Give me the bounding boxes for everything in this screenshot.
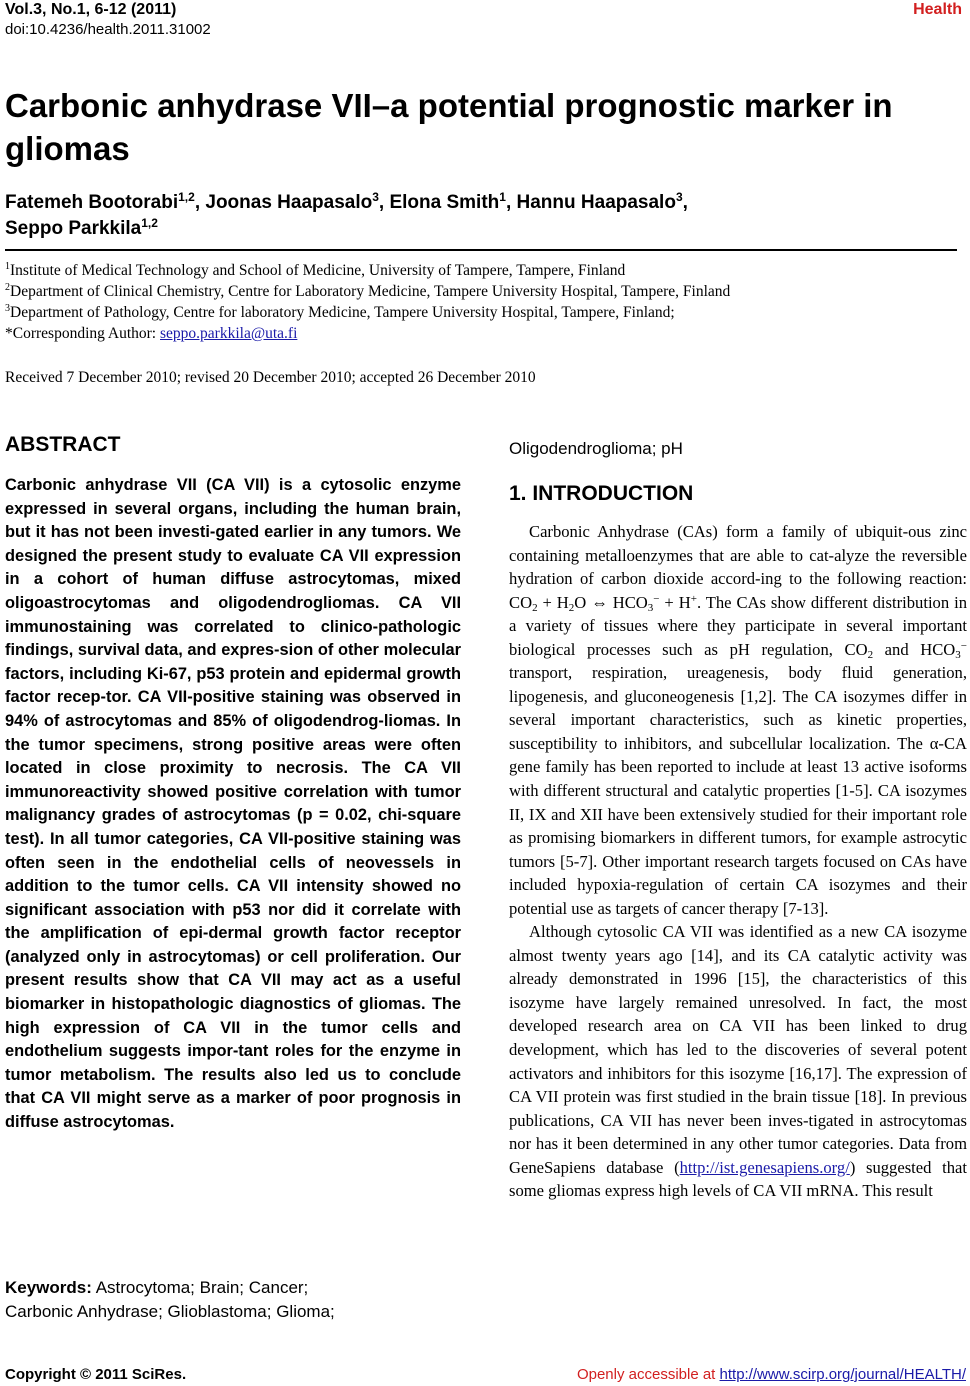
affiliations xyxy=(5,260,955,344)
title-divider xyxy=(5,249,957,251)
author-separator: , xyxy=(194,192,206,213)
affiliation xyxy=(5,281,955,302)
keywords-line-3: Oligodendroglioma; pH xyxy=(509,439,683,458)
author-separator: , xyxy=(505,192,517,213)
affiliation xyxy=(5,260,955,281)
text-run: Although cytosolic CA VII was identified as a new CA isozyme almost twenty years ago [14], and its CA catalytic activity was already demonstrated in 1996 [15], the characteristics of this isozyme have largely remained unresolved. In fact, the most developed research area on CA VII has been linked to drug development, which has led to the discoveries of several potent activators and inhibitors for this isozyme [16,17]. The expression of CA VII protein was first studied in the brain tissue [18]. In previous publications, CA VII has never been inves-tigated in astrocytomas nor has it been determined in any other tumor categories. Data from GeneSapiens database ( xyxy=(509,922,967,1177)
journal-url-link[interactable]: http://www.scirp.org/journal/HEALTH/ xyxy=(719,1366,966,1383)
doi: doi:10.4236/health.2011.31002 xyxy=(5,21,211,38)
superscript: − xyxy=(960,639,967,652)
affiliation-text: Department of Clinical Chemistry, Centre for Laboratory Medicine, Tampere University Hospital, Tampere, Finland xyxy=(10,283,731,300)
author-name: Hannu Haapasalo xyxy=(516,192,676,213)
keywords xyxy=(5,1276,461,1324)
subscript: 2 xyxy=(568,601,575,614)
affiliation xyxy=(5,302,955,323)
subscript: 2 xyxy=(532,601,538,614)
affiliation-text: Department of Pathology, Centre for laboratory Medicine, Tampere University Hospital, Tampere, Finland; xyxy=(10,304,675,321)
affiliation-number: 1 xyxy=(5,261,10,272)
text-run: ) suggested that some gliomas express high levels of CA VII mRNA. This result xyxy=(509,1157,967,1201)
affiliation-number: 3 xyxy=(5,303,10,314)
text-run: O ⇔ HCO xyxy=(574,592,648,612)
author-affil-sup: 3 xyxy=(372,190,379,204)
introduction-heading: 1. INTRODUCTION xyxy=(509,482,694,505)
paragraph xyxy=(509,920,967,1203)
keywords-line-2: Carbonic Anhydrase; Glioblastoma; Glioma; xyxy=(5,1302,335,1321)
copyright: Copyright © 2011 SciRes. xyxy=(5,1366,187,1383)
volume-info: Vol.3, No.1, 6-12 (2011) xyxy=(5,1,177,18)
corresponding-label: *Corresponding Author: xyxy=(5,325,160,342)
open-access-label: Openly accessible at xyxy=(576,1366,720,1383)
superscript: + xyxy=(690,592,697,605)
journal-name: Health xyxy=(913,1,962,18)
subscript: 2 xyxy=(867,648,874,661)
author-affil-sup: 3 xyxy=(675,190,683,204)
abstract-heading: ABSTRACT xyxy=(5,433,121,456)
author-name: Seppo Parkkila xyxy=(5,218,142,239)
text-run: + H xyxy=(537,592,569,612)
author-name: Joonas Haapasalo xyxy=(205,192,373,213)
author-separator: , xyxy=(682,192,688,213)
paper-title: Carbonic anhydrase VII–a potential prognostic marker in gliomas xyxy=(5,87,893,167)
superscript: − xyxy=(653,592,660,605)
corresponding-author xyxy=(5,323,955,344)
author-name: Elona Smith xyxy=(389,192,500,213)
journal-header xyxy=(5,0,211,40)
keywords-label: Keywords: xyxy=(5,1278,92,1297)
author-affil-sup: 1,2 xyxy=(141,216,158,230)
author-separator: , xyxy=(378,192,390,213)
text-run: and HCO xyxy=(873,639,956,659)
open-access-notice xyxy=(577,1366,966,1383)
abstract-text: Carbonic anhydrase VII (CA VII) is a cytosolic enzyme expressed in several organs, including the human brain, but it has not been investi-gated earlier in any tumors. We designed the present study to evaluate CA VII expression in a cohort of human diffuse astrocytomas, mixed oligoastrocytomas and oligodendrogliomas. CA VII immunostaining was correlated to clinico-pathologic findings, survival data, and expres-sion of other molecular factors, including Ki-67, p53 protein and epidermal growth factor recep-tor. CA VII-positive staining was observed in 94% of astrocytomas and 85% of oligodendrog-liomas. In the tumor specimens, strong positive areas were often located in close proximity to necrosis. The CA VII immunoreactivity showed positive correlation with tumor malignancy grades of astrocytomas (p = 0.02, chi-square test). In all tumor categories, CA VII-positive staining was often seen in the endothelial cells of neovessels in addition to the tumor cells. CA VII intensity showed no significant association with p53 nor did it correlate with the amplification of epi-dermal growth factor receptor (analyzed only in astrocytomas) or cell proliferation. Our present results show that CA VII may act as a useful biomarker in histopathologic diagnostics of gliomas. The high expression of CA VII in the tumor cells and endothelium suggests impor-tant roles for the enzyme in tumor metabolism. The results also led us to conclude that CA VII might serve as a marker of poor prognosis in diffuse astrocytomas. xyxy=(5,476,461,1132)
author-list xyxy=(5,190,955,242)
email-link[interactable]: seppo.parkkila@uta.fi xyxy=(160,325,298,342)
text-run: Carbonic Anhydrase (CAs) form a family of ubiquit-ous zinc containing metalloenzymes that are able to cat-alyze the reversible hydration of carbon dioxide accord-ing to the following reaction: CO xyxy=(509,522,967,612)
introduction-body xyxy=(509,520,967,1203)
subscript: 3 xyxy=(955,648,961,661)
affiliation-number: 2 xyxy=(5,282,10,293)
affiliation-text: Institute of Medical Technology and School of Medicine, University of Tampere, Tampere, Finland xyxy=(10,262,626,279)
paragraph xyxy=(509,520,967,920)
genesapiens-link[interactable]: http://ist.genesapiens.org/ xyxy=(679,1157,850,1177)
keywords-line-1: Astrocytoma; Brain; Cancer; xyxy=(91,1278,309,1297)
subscript: 3 xyxy=(647,601,654,614)
author-affil-sup: 1,2 xyxy=(178,190,195,204)
author-affil-sup: 1 xyxy=(499,190,506,204)
text-run: . The CAs show different distribution in a variety of tissues where they participate in several important biological processes such as pH regulation, CO xyxy=(509,592,967,659)
text-run: + H xyxy=(659,592,691,612)
received-dates: Received 7 December 2010; revised 20 December 2010; accepted 26 December 2010 xyxy=(5,369,536,386)
author-name: Fatemeh Bootorabi xyxy=(5,192,179,213)
text-run: transport, respiration, ureagenesis, body fluid generation, lipogenesis, and gluconeogenesis [1,2]. The CA isozymes differ in several important characteristics, such as kinetic properties, susceptibility to inhibitors, and subcellular localization. The α-CA gene family has been reported to include at least 13 active isoforms with different structural and catalytic properties [1-5]. CA isozymes II, IX and XII have been extensively studied for their important role as promising biomarkers in different tumors, for example astrocytic tumors [5-7]. Other important research targets focused on CAs have included hypoxia-regulation of certain CA isozymes and their potential use as targets of cancer therapy [7-13]. xyxy=(509,663,967,918)
